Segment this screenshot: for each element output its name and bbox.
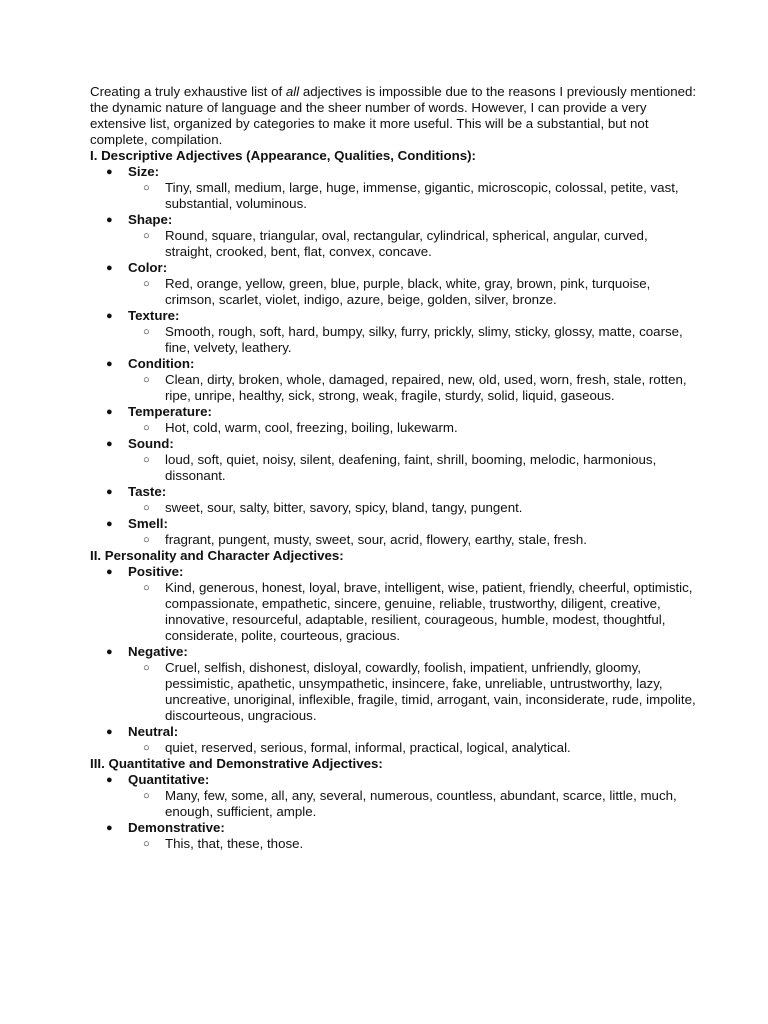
category-item (90, 404, 698, 436)
bullet-dot-icon: ● (106, 774, 113, 786)
adjective-list-text: Red, orange, yellow, green, blue, purple, black, white, gray, brown, pink, turquoise, crimson, scarlet, violet, indigo, azure, beige, golden, silver, bronze. (165, 276, 651, 307)
category-label: Shape: (128, 212, 173, 227)
bullet-dot-icon: ● (106, 822, 113, 834)
category-list (90, 164, 698, 548)
category-label: Positive: (128, 564, 184, 579)
category-label: Color: (128, 260, 168, 275)
adjective-list-text: Hot, cold, warm, cool, freezing, boiling, lukewarm. (165, 420, 458, 435)
sub-list (128, 180, 698, 212)
category-item (90, 820, 698, 852)
sub-list (128, 276, 698, 308)
bullet-circle-icon: ○ (143, 182, 150, 194)
bullet-circle-icon: ○ (143, 278, 150, 290)
adjective-list-text: Round, square, triangular, oval, rectangular, cylindrical, spherical, angular, curved, straight, crooked, bent, flat, convex, concave. (165, 228, 648, 259)
category-label: Neutral: (128, 724, 179, 739)
adjective-list-text: quiet, reserved, serious, formal, informal, practical, logical, analytical. (165, 740, 571, 755)
category-item (90, 356, 698, 404)
category-label: Condition: (128, 356, 195, 371)
sub-item (128, 452, 698, 484)
category-item (90, 564, 698, 644)
category-item (90, 724, 698, 756)
bullet-dot-icon: ● (106, 486, 113, 498)
bullet-circle-icon: ○ (143, 326, 150, 338)
category-label: Smell: (128, 516, 168, 531)
sub-list (128, 228, 698, 260)
category-label: Sound: (128, 436, 174, 451)
adjective-list-text: Clean, dirty, broken, whole, damaged, repaired, new, old, used, worn, fresh, stale, rotten, ripe, unripe, healthy, sick, strong, weak, fragile, sturdy, solid, liquid, gaseous. (165, 372, 687, 403)
category-label: Negative: (128, 644, 188, 659)
category-item (90, 212, 698, 260)
bullet-dot-icon: ● (106, 406, 113, 418)
category-list (90, 772, 698, 852)
section-heading: II. Personality and Character Adjectives: (90, 548, 344, 563)
bullet-circle-icon: ○ (143, 534, 150, 546)
adjective-list-text: fragrant, pungent, musty, sweet, sour, acrid, flowery, earthy, stale, fresh. (165, 532, 587, 547)
sub-list (128, 836, 698, 852)
sub-item (128, 372, 698, 404)
sub-item (128, 660, 698, 724)
bullet-dot-icon: ● (106, 726, 113, 738)
category-item (90, 436, 698, 484)
adjective-list-text: Cruel, selfish, dishonest, disloyal, cowardly, foolish, impatient, unfriendly, gloomy, pessimistic, apathetic, unsympathetic, insincere, fake, unreliable, untrustworthy, lazy, uncreative, unoriginal, inflexible, fragile, timid, arrogant, vain, inconsiderate, rude, impolite, discourteous, ungracious. (165, 660, 696, 723)
bullet-circle-icon: ○ (143, 582, 150, 594)
bullet-dot-icon: ● (106, 166, 113, 178)
bullet-circle-icon: ○ (143, 374, 150, 386)
category-item (90, 260, 698, 308)
sub-item (128, 788, 698, 820)
sub-list (128, 660, 698, 724)
adjective-list-text: sweet, sour, salty, bitter, savory, spicy, bland, tangy, pungent. (165, 500, 523, 515)
bullet-dot-icon: ● (106, 566, 113, 578)
sub-list (128, 532, 698, 548)
category-item (90, 516, 698, 548)
adjective-list-text: This, that, these, those. (165, 836, 304, 851)
category-label: Texture: (128, 308, 180, 323)
bullet-circle-icon: ○ (143, 742, 150, 754)
bullet-circle-icon: ○ (143, 422, 150, 434)
sub-list (128, 452, 698, 484)
sub-list (128, 372, 698, 404)
category-label: Size: (128, 164, 160, 179)
bullet-circle-icon: ○ (143, 838, 150, 850)
adjective-list-text: Smooth, rough, soft, hard, bumpy, silky, furry, prickly, slimy, sticky, glossy, matte, coarse, fine, velvety, leathery. (165, 324, 683, 355)
category-item (90, 308, 698, 356)
category-label: Temperature: (128, 404, 212, 419)
adjective-list-text: Kind, generous, honest, loyal, brave, intelligent, wise, patient, friendly, cheerful, optimistic, compassionate, empathetic, sincere, genuine, reliable, trustworthy, diligent, creative, innovative, resourceful, adaptable, resilient, courageous, humble, modest, thoughtful, considerate, polite, courteous, gracious. (165, 580, 693, 643)
sub-list (128, 740, 698, 756)
sub-item (128, 420, 698, 436)
bullet-circle-icon: ○ (143, 790, 150, 802)
sub-item (128, 836, 698, 852)
bullet-dot-icon: ● (106, 518, 113, 530)
section-heading: I. Descriptive Adjectives (Appearance, Qualities, Conditions): (90, 148, 476, 163)
sections-container (90, 148, 698, 852)
bullet-dot-icon: ● (106, 214, 113, 226)
sub-item (128, 740, 698, 756)
sub-item (128, 276, 698, 308)
intro-text-before: Creating a truly exhaustive list of (90, 84, 286, 99)
intro-text-after: adjectives is impossible due to the reasons I previously mentioned: the dynamic nature of language and the sheer number of words. However, I can provide a very extensive list, organized by categories to make it more useful. This will be a substantial, but not complete, compilation. (90, 84, 697, 147)
category-label: Demonstrative: (128, 820, 225, 835)
bullet-circle-icon: ○ (143, 502, 150, 514)
sub-list (128, 788, 698, 820)
bullet-dot-icon: ● (106, 438, 113, 450)
sub-item (128, 324, 698, 356)
sub-item (128, 500, 698, 516)
sub-item (128, 180, 698, 212)
sub-list (128, 500, 698, 516)
adjective-list-text: Many, few, some, all, any, several, numerous, countless, abundant, scarce, little, much, enough, sufficient, ample. (165, 788, 677, 819)
sub-list (128, 324, 698, 356)
category-item (90, 484, 698, 516)
category-label: Taste: (128, 484, 167, 499)
bullet-circle-icon: ○ (143, 230, 150, 242)
intro-paragraph (90, 84, 698, 148)
adjective-list-text: loud, soft, quiet, noisy, silent, deafening, faint, shrill, booming, melodic, harmonious, dissonant. (165, 452, 657, 483)
category-item (90, 644, 698, 724)
section-heading: III. Quantitative and Demonstrative Adjectives: (90, 756, 383, 771)
sub-item (128, 580, 698, 644)
bullet-circle-icon: ○ (143, 454, 150, 466)
adjective-list-text: Tiny, small, medium, large, huge, immense, gigantic, microscopic, colossal, petite, vast, substantial, voluminous. (165, 180, 679, 211)
sub-list (128, 580, 698, 644)
category-list (90, 564, 698, 756)
bullet-dot-icon: ● (106, 358, 113, 370)
sub-item (128, 532, 698, 548)
sub-list (128, 420, 698, 436)
bullet-circle-icon: ○ (143, 662, 150, 674)
sub-item (128, 228, 698, 260)
bullet-dot-icon: ● (106, 646, 113, 658)
category-item (90, 772, 698, 820)
bullet-dot-icon: ● (106, 262, 113, 274)
bullet-dot-icon: ● (106, 310, 113, 322)
category-label: Quantitative: (128, 772, 210, 787)
category-item (90, 164, 698, 212)
intro-emphasis: all (285, 84, 300, 99)
